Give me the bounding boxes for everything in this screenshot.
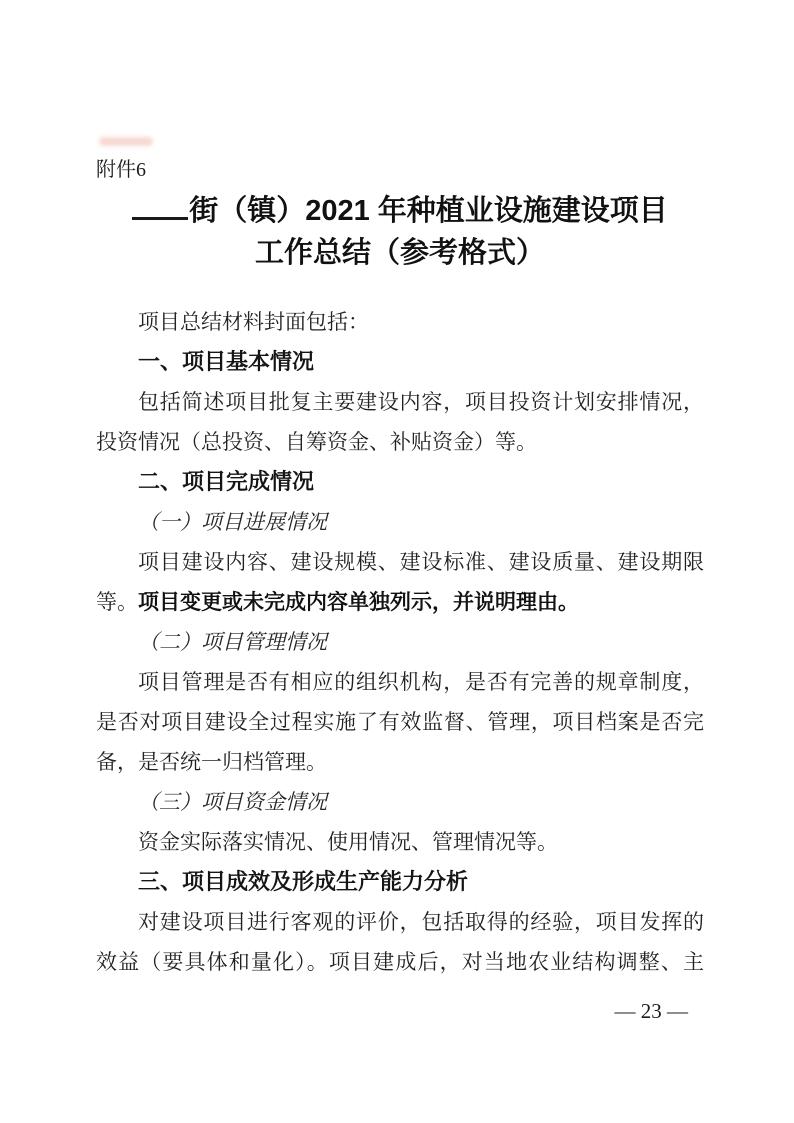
- section-3-heading: 三、项目成效及形成生产能力分析: [138, 869, 469, 894]
- scan-smudge-artifact: [99, 137, 153, 146]
- section-1-line-1: 包括简述项目批复主要建设内容，项目投资计划安排情况，: [138, 390, 704, 414]
- subsection-2-2-line-2: 是否对项目建设全过程实施了有效监督、管理，项目档案是否完: [96, 710, 704, 734]
- title-spacer: [96, 274, 704, 302]
- subsection-2-2-line-1: 项目管理是否有相应的组织机构，是否有完善的规章制度，: [138, 670, 704, 694]
- title-blank-underline: [132, 217, 188, 220]
- subsection-2-1-line-2: [96, 582, 704, 622]
- subsection-2-1-line-2-bold-text: 项目变更或未完成内容单独列示，并说明理由。: [138, 591, 579, 614]
- section-3-line-1: 对建设项目进行客观的评价，包括取得的经验，项目发挥的: [138, 910, 704, 934]
- section-3-line-2: 效益（要具体和量化）。项目建成后，对当地农业结构调整、主: [96, 950, 704, 974]
- subsection-2-3-line-1: 资金实际落实情况、使用情况、管理情况等。: [138, 830, 558, 854]
- title-line-2-text: 工作总结（参考格式）: [254, 237, 545, 269]
- page-content: [96, 150, 704, 1024]
- attachment-label: 附件6: [96, 159, 146, 181]
- section-1-heading: 一、项目基本情况: [138, 349, 315, 374]
- subsection-2-3-heading: （三）项目资金情况: [138, 790, 327, 814]
- section-2-heading: 二、项目完成情况: [138, 469, 315, 494]
- section-1-line-2: 投资情况（总投资、自筹资金、补贴资金）等。: [96, 430, 537, 454]
- subsection-2-2-line-3: 备，是否统一归档管理。: [96, 750, 327, 774]
- title-line-2: [96, 232, 704, 274]
- page-number: — 23 —: [614, 999, 688, 1023]
- title-line-1-text: 街（镇）2021 年种植业设施建设项目: [189, 195, 668, 227]
- title-line-1: [96, 190, 704, 232]
- subsection-2-1-line-2-prefix: 等。: [96, 590, 138, 614]
- subsection-2-2-heading: （二）项目管理情况: [138, 630, 327, 654]
- intro-line: 项目总结材料封面包括：: [138, 310, 369, 334]
- subsection-2-1-heading: （一）项目进展情况: [138, 510, 327, 534]
- subsection-2-1-line-1: 项目建设内容、建设规模、建设标准、建设质量、建设期限: [138, 550, 704, 574]
